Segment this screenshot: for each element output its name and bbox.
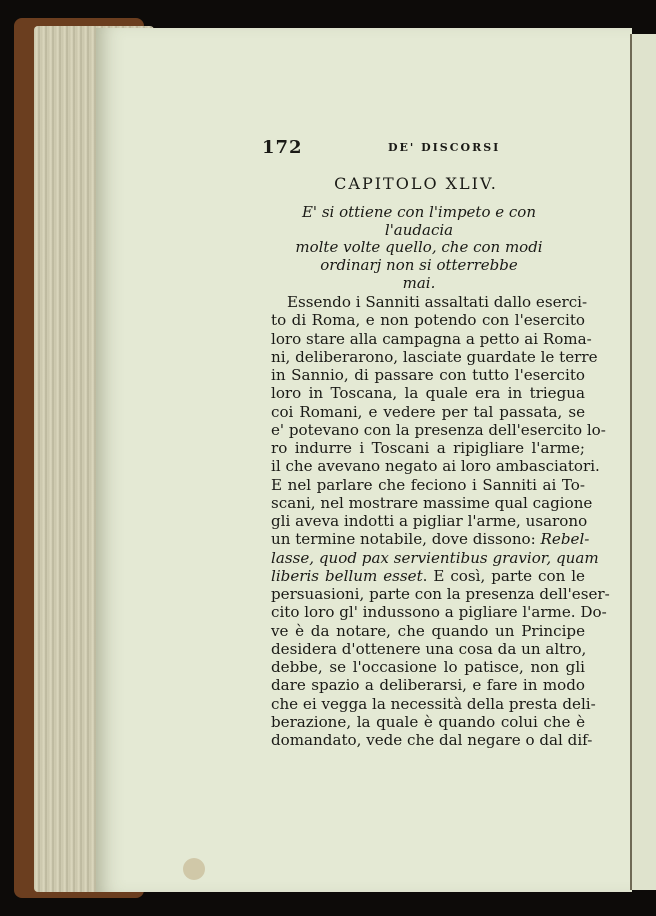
text-line: e' potevano con la presenza dell'esercito lo-	[271, 420, 606, 439]
text-line: loro stare alla campagna a petto ai Roma-	[271, 329, 592, 348]
text-line-with-quote	[271, 567, 585, 585]
paper-stain	[183, 858, 205, 880]
text-line: debbe, se l'occasione lo patisce, non gli	[271, 658, 585, 676]
summary-line: ordinarj non si otterrebbe	[320, 256, 518, 275]
text-line: loro in Toscana, la quale era in triegua	[271, 384, 585, 403]
body-paragraph	[271, 293, 610, 749]
text-line: gli aveva indotti a pigliar l'arme, usarono	[271, 512, 588, 530]
text-segment: un termine notabile, dove dissono:	[271, 530, 536, 549]
chapter-summary	[270, 204, 568, 293]
text-line: Essendo i Sanniti assaltati dallo eserci-	[287, 293, 588, 311]
summary-line: molte volte quello, che con modi	[295, 238, 543, 257]
latin-quote: liberis bellum esset	[271, 566, 423, 585]
chapter-title: CAPITOLO XLIV.	[334, 174, 498, 193]
text-line-with-quote	[271, 530, 590, 549]
text-line: to di Roma, e non potendo con l'esercito	[271, 311, 585, 330]
running-head	[262, 137, 570, 159]
text-line: berazione, la quale è quando colui che è	[271, 712, 585, 731]
latin-quote: Rebel-	[540, 530, 590, 549]
text-line: persuasioni, parte con la presenza dell'eser-	[271, 585, 610, 603]
text-line: E nel parlare che feciono i Sanniti ai To-	[271, 475, 585, 494]
text-line: ve è da notare, che quando un Principe	[271, 621, 585, 640]
text-line: cito loro gl' indussono a pigliare l'arme. Do-	[271, 603, 607, 622]
text-line: scani, nel mostrare massime qual cagione	[271, 493, 593, 512]
text-line: desidera d'ottenere una cosa da un altro,	[271, 639, 587, 658]
page-number: 172	[262, 137, 303, 158]
text-line: che ei vegga la necessità della presta deli-	[271, 694, 596, 713]
text-line: dare spazio a deliberarsi, e fare in modo	[271, 676, 585, 695]
latin-quote: lasse, quod pax servientibus gravior, quam	[271, 548, 599, 567]
facing-page-edge	[630, 34, 656, 890]
text-line: ni, deliberarono, lasciate guardate le terre	[271, 347, 598, 366]
latin-quote-line	[271, 548, 599, 567]
summary-line: E' si ottiene con l'impeto e con l'audacia	[301, 203, 537, 239]
running-title: DE' DISCORSI	[388, 141, 501, 154]
text-segment: . E così, parte con le	[422, 566, 585, 585]
text-line: ro indurre i Toscani a ripigliare l'arme;	[271, 439, 585, 457]
text-line: domandato, vede che dal negare o dal dif-	[271, 731, 593, 749]
text-line: il che avevano negato ai loro ambasciatori.	[271, 457, 600, 476]
summary-line: mai.	[402, 273, 436, 292]
text-line: coi Romani, e vedere per tal passata, se	[271, 402, 585, 421]
text-line: in Sannio, di passare con tutto l'esercito	[271, 366, 585, 384]
